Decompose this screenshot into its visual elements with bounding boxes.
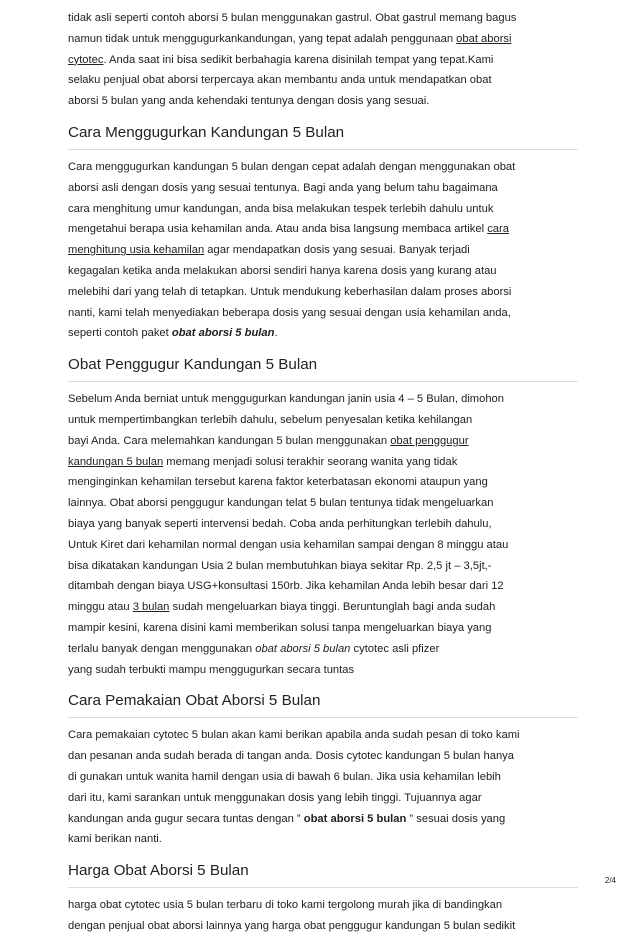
document-body xyxy=(68,8,578,947)
text-line: menginginkan kehamilan tersebut karena faktor keterbatasan ekonomi ataupun yang xyxy=(68,476,488,489)
text-line: di gunakan untuk wanita hamil dengan usia di bawah 6 bulan. Jika usia kehamilan lebih xyxy=(68,770,501,783)
text-line: biaya yang banyak seperti intervensi bedah. Coba anda perhitungkan terlebih dahulu, xyxy=(68,517,492,530)
intro-paragraph xyxy=(68,8,578,112)
section-paragraph xyxy=(68,157,578,344)
page-number: 2/4 xyxy=(604,876,616,885)
section-heading-cara-menggugurkan: Cara Menggugurkan Kandungan 5 Bulan xyxy=(68,122,578,150)
strong-obat-aborsi-5-bulan: obat aborsi 5 bulan xyxy=(303,812,407,825)
text-line: minggu atau 3 bulan sudah mengeluarkan biaya tinggi. Beruntunglah bagi anda sudah xyxy=(68,601,496,614)
link-obat-aborsi-cytotec[interactable]: obat aborsi xyxy=(456,32,512,45)
section-heading-cara-pemakaian: Cara Pemakaian Obat Aborsi 5 Bulan xyxy=(68,690,578,718)
text-line: menghitung usia kehamilan agar mendapatkan dosis yang sesuai. Banyak terjadi xyxy=(68,244,470,257)
text-line: cytotec. Anda saat ini bisa sedikit berbahagia karena disinilah tempat yang tepat.Kami xyxy=(68,53,494,66)
link-obat-penggugur-kandungan[interactable]: obat penggugur xyxy=(390,434,469,447)
text-line: terlalu banyak dengan menggunakan obat aborsi 5 bulan cytotec asli pfizer xyxy=(68,642,440,655)
text-line: dan pesanan anda sudah berada di tangan anda. Dosis cytotec kandungan 5 bulan hanya xyxy=(68,750,514,763)
section-paragraph xyxy=(68,895,578,937)
text-line: bayi Anda. Cara melemahkan kandungan 5 bulan menggunakan obat penggugur xyxy=(68,434,469,447)
text-line: namun tidak untuk menggugurkankandungan, yang tepat adalah penggunaan obat aborsi xyxy=(68,32,512,45)
text-line: bisa dikatakan kandungan Usia 2 bulan membutuhkan biaya sekitar Rp. 2,5 jt – 3,5jt,- xyxy=(68,559,492,572)
text-line: untuk mempertimbangkan terlebih dahulu, sebelum penyesalan ketika kehilangan xyxy=(68,413,473,426)
section-heading-harga: Harga Obat Aborsi 5 Bulan xyxy=(68,860,578,888)
emphasis-obat-aborsi-5-bulan: obat aborsi 5 bulan xyxy=(255,642,351,655)
link-3-bulan[interactable]: 3 bulan xyxy=(132,601,170,614)
text-line: nanti, kami telah menyediakan beberapa dosis yang sesuai dengan usia kehamilan anda, xyxy=(68,306,511,319)
text-line: Cara pemakaian cytotec 5 bulan akan kami berikan apabila anda sudah pesan di toko kami xyxy=(68,729,520,742)
text-line: dari itu, kami sarankan untuk menggunakan dosis yang lebih tinggi. Tujuannya agar xyxy=(68,791,482,804)
text-line: aborsi asli dengan dosis yang sesuai tentunya. Bagi anda yang belum tahu bagaimana xyxy=(68,181,498,194)
link-obat-aborsi-cytotec-cont[interactable]: cytotec xyxy=(68,53,104,66)
text-line: cara menghitung umur kandungan, anda bisa melakukan tespek terlebih dahulu untuk xyxy=(68,202,494,215)
text-line: seperti contoh paket obat aborsi 5 bulan. xyxy=(68,327,278,340)
section-heading-obat-penggugur: Obat Penggugur Kandungan 5 Bulan xyxy=(68,354,578,382)
link-cara-menghitung-usia-kehamilan-cont[interactable]: menghitung usia kehamilan xyxy=(68,244,205,257)
text-line: kami berikan nanti. xyxy=(68,833,162,846)
text-line: kandungan 5 bulan memang menjadi solusi terakhir seorang wanita yang tidak xyxy=(68,455,458,468)
text-line: Untuk Kiret dari kehamilan normal dengan usia kehamilan sampai dengan 8 minggu atau xyxy=(68,538,509,551)
text-line: selaku penjual obat aborsi terpercaya akan membantu anda untuk mendapatkan obat xyxy=(68,74,492,87)
text-line: mengetahui berapa usia kehamilan anda. Atau anda bisa langsung membaca artikel cara xyxy=(68,223,509,236)
text-line: Sebelum Anda berniat untuk menggugurkan kandungan janin usia 4 – 5 Bulan, dimohon xyxy=(68,393,505,406)
section-paragraph xyxy=(68,725,578,850)
text-line: kandungan anda gugur secara tuntas dengan ” obat aborsi 5 bulan ” sesuai dosis yang xyxy=(68,812,506,825)
text-line: melebihi dari yang telah di tetapkan. Untuk mendukung keberhasilan dalam proses aborsi xyxy=(68,285,512,298)
section-paragraph xyxy=(68,389,578,680)
text-line: dengan penjual obat aborsi lainnya yang harga obat penggugur kandungan 5 bulan sedikit xyxy=(68,919,516,932)
emphasis-obat-aborsi-5-bulan: obat aborsi 5 bulan xyxy=(171,327,275,340)
text-line: ditambah dengan biaya USG+konsultasi 150rb. Jika kehamilan Anda lebih besar dari 12 xyxy=(68,580,504,593)
text-line: kegagalan ketika anda melakukan aborsi sendiri hanya karena dosis yang kurang atau xyxy=(68,264,497,277)
text-line: aborsi 5 bulan yang anda kehendaki tentunya dengan dosis yang sesuai. xyxy=(68,95,430,108)
text-line: tidak asli seperti contoh aborsi 5 bulan menggunakan gastrul. Obat gastrul memang bagus xyxy=(68,12,517,24)
link-cara-menghitung-usia-kehamilan[interactable]: cara xyxy=(487,223,509,236)
text-line: mampir kesini, karena disini kami memberikan solusi tanpa mengeluarkan biaya yang xyxy=(68,621,492,634)
text-line: harga obat cytotec usia 5 bulan terbaru di toko kami tergolong murah jika di bandingkan xyxy=(68,899,503,912)
text-line: lainnya. Obat aborsi penggugur kandungan telat 5 bulan tentunya tidak mengeluarkan xyxy=(68,497,494,510)
text-line: yang sudah terbukti mampu menggugurkan secara tuntas xyxy=(68,663,355,676)
text-line: Cara menggugurkan kandungan 5 bulan dengan cepat adalah dengan menggunakan obat xyxy=(68,160,516,173)
link-obat-penggugur-kandungan-cont[interactable]: kandungan 5 bulan xyxy=(68,455,164,468)
